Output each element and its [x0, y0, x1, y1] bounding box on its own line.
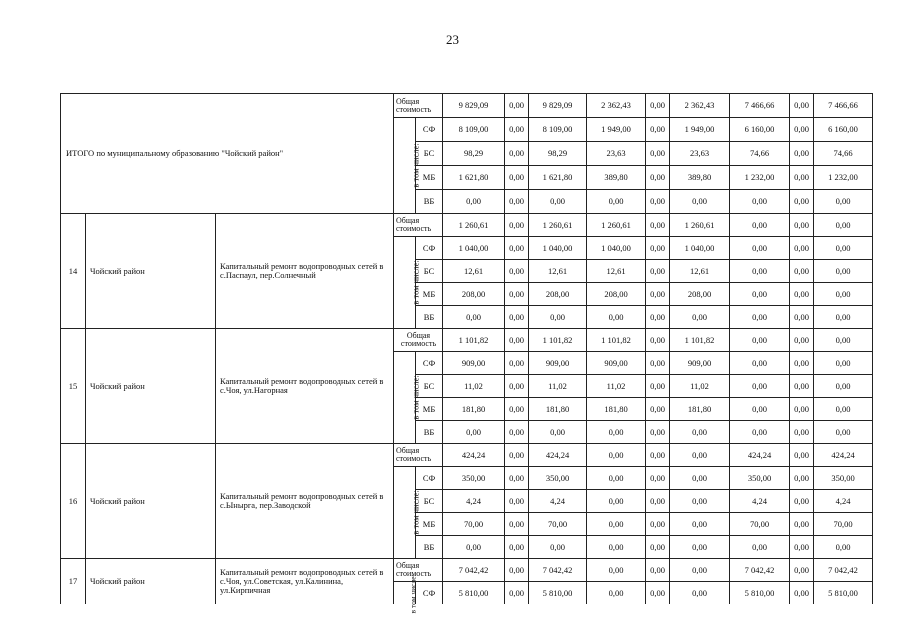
total-value-4: 1 949,00	[587, 118, 646, 142]
object-value-6: 0,00	[670, 444, 730, 467]
object-value-3: 424,24	[529, 444, 587, 467]
fund-type: БС	[416, 260, 443, 283]
object-value-5: 0,00	[646, 375, 670, 398]
object-value-3: 11,02	[529, 375, 587, 398]
total-cost-label: Общая стоимость	[394, 559, 443, 582]
object-value-1: 7 042,42	[443, 559, 505, 582]
total-cost-label: Общая стоимость	[394, 444, 443, 467]
object-description: Капитальный ремонт водопроводных сетей в с.Ынырга, пер.Заводской	[216, 444, 394, 559]
total-value-2: 0,00	[505, 94, 529, 118]
object-value-6: 0,00	[670, 536, 730, 559]
object-value-5: 0,00	[646, 329, 670, 352]
total-row	[61, 94, 873, 118]
object-value-7: 0,00	[730, 237, 790, 260]
total-value-9: 1 232,00	[814, 166, 873, 190]
object-value-4: 0,00	[587, 559, 646, 582]
total-value-3: 8 109,00	[529, 118, 587, 142]
total-value-6: 0,00	[670, 190, 730, 214]
object-value-7: 0,00	[730, 398, 790, 421]
object-value-5: 0,00	[646, 214, 670, 237]
total-value-1: 0,00	[443, 190, 505, 214]
total-value-5: 0,00	[646, 166, 670, 190]
total-value-6: 2 362,43	[670, 94, 730, 118]
object-value-3: 181,80	[529, 398, 587, 421]
object-value-2: 0,00	[505, 444, 529, 467]
object-value-6: 181,80	[670, 398, 730, 421]
object-value-2: 0,00	[505, 582, 529, 605]
object-value-4: 0,00	[587, 421, 646, 444]
object-value-2: 0,00	[505, 329, 529, 352]
object-district: Чойский район	[86, 444, 216, 559]
object-value-9: 424,24	[814, 444, 873, 467]
object-value-4: 0,00	[587, 513, 646, 536]
object-value-9: 5 810,00	[814, 582, 873, 605]
object-value-7: 0,00	[730, 214, 790, 237]
object-value-3: 5 810,00	[529, 582, 587, 605]
in-that-number-label	[394, 467, 421, 559]
object-value-1: 70,00	[443, 513, 505, 536]
object-value-9: 0,00	[814, 214, 873, 237]
table-row	[61, 329, 873, 352]
object-value-7: 0,00	[730, 352, 790, 375]
total-value-8: 0,00	[790, 118, 814, 142]
object-value-2: 0,00	[505, 237, 529, 260]
in-that-number-text: в том числе:	[410, 490, 421, 535]
in-that-number-label	[394, 573, 418, 614]
in-that-number-text: в том числе:	[410, 375, 421, 420]
total-value-5: 0,00	[646, 190, 670, 214]
in-that-number-text: в том числе:	[410, 143, 421, 188]
object-value-3: 1 260,61	[529, 214, 587, 237]
object-value-5: 0,00	[646, 490, 670, 513]
object-value-1: 12,61	[443, 260, 505, 283]
object-value-7: 70,00	[730, 513, 790, 536]
object-district: Чойский район	[86, 214, 216, 329]
fund-type: БС	[416, 375, 443, 398]
object-value-3: 909,00	[529, 352, 587, 375]
object-value-2: 0,00	[505, 352, 529, 375]
object-value-6: 0,00	[670, 559, 730, 582]
total-value-3: 9 829,09	[529, 94, 587, 118]
object-value-8: 0,00	[790, 260, 814, 283]
total-value-1: 98,29	[443, 142, 505, 166]
object-value-4: 11,02	[587, 375, 646, 398]
total-value-8: 0,00	[790, 142, 814, 166]
object-value-5: 0,00	[646, 559, 670, 582]
object-value-9: 0,00	[814, 260, 873, 283]
object-value-2: 0,00	[505, 375, 529, 398]
fund-type: МБ	[416, 283, 443, 306]
fund-type: БС	[416, 142, 443, 166]
object-value-4: 1 101,82	[587, 329, 646, 352]
in-that-number-label	[394, 118, 421, 214]
object-value-8: 0,00	[790, 352, 814, 375]
object-value-8: 0,00	[790, 490, 814, 513]
object-value-3: 12,61	[529, 260, 587, 283]
in-that-number-text: в том числе:	[408, 573, 418, 614]
object-value-6: 909,00	[670, 352, 730, 375]
fund-type: БС	[416, 490, 443, 513]
object-value-2: 0,00	[505, 214, 529, 237]
fund-type: ВБ	[416, 421, 443, 444]
object-value-9: 0,00	[814, 283, 873, 306]
object-value-7: 0,00	[730, 329, 790, 352]
total-value-2: 0,00	[505, 166, 529, 190]
total-value-2: 0,00	[505, 190, 529, 214]
object-value-1: 208,00	[443, 283, 505, 306]
object-value-2: 0,00	[505, 421, 529, 444]
total-value-2: 0,00	[505, 118, 529, 142]
object-value-3: 4,24	[529, 490, 587, 513]
object-value-4: 1 260,61	[587, 214, 646, 237]
object-value-5: 0,00	[646, 421, 670, 444]
page-number: 23	[446, 32, 459, 47]
object-value-1: 424,24	[443, 444, 505, 467]
object-value-9: 7 042,42	[814, 559, 873, 582]
total-value-9: 74,66	[814, 142, 873, 166]
object-value-4: 12,61	[587, 260, 646, 283]
object-value-4: 181,80	[587, 398, 646, 421]
object-value-6: 0,00	[670, 421, 730, 444]
total-value-7: 0,00	[730, 190, 790, 214]
object-value-3: 0,00	[529, 536, 587, 559]
object-value-8: 0,00	[790, 398, 814, 421]
object-value-3: 1 101,82	[529, 329, 587, 352]
object-value-4: 0,00	[587, 444, 646, 467]
object-value-7: 424,24	[730, 444, 790, 467]
fund-type: МБ	[416, 166, 443, 190]
object-value-8: 0,00	[790, 559, 814, 582]
object-value-2: 0,00	[505, 398, 529, 421]
object-value-8: 0,00	[790, 467, 814, 490]
object-value-1: 181,80	[443, 398, 505, 421]
object-description: Капитальный ремонт водопроводных сетей в с.Чоя, ул.Советская, ул.Калинина, ул.Кирпичная	[216, 559, 394, 605]
total-value-3: 98,29	[529, 142, 587, 166]
object-value-9: 0,00	[814, 352, 873, 375]
object-value-6: 0,00	[670, 513, 730, 536]
object-value-9: 0,00	[814, 375, 873, 398]
object-value-2: 0,00	[505, 559, 529, 582]
object-description: Капитальный ремонт водопроводных сетей в с.Чоя, ул.Нагорная	[216, 329, 394, 444]
in-that-number-text: в том числе:	[410, 260, 421, 305]
object-value-2: 0,00	[505, 490, 529, 513]
object-value-4: 0,00	[587, 490, 646, 513]
object-value-5: 0,00	[646, 444, 670, 467]
object-value-9: 350,00	[814, 467, 873, 490]
total-value-8: 0,00	[790, 94, 814, 118]
total-value-1: 1 621,80	[443, 166, 505, 190]
object-value-7: 0,00	[730, 283, 790, 306]
total-value-4: 2 362,43	[587, 94, 646, 118]
object-value-2: 0,00	[505, 306, 529, 329]
total-value-4: 23,63	[587, 142, 646, 166]
object-value-1: 1 040,00	[443, 237, 505, 260]
object-value-8: 0,00	[790, 329, 814, 352]
object-value-3: 1 040,00	[529, 237, 587, 260]
total-value-7: 1 232,00	[730, 166, 790, 190]
object-description: Капитальный ремонт водопроводных сетей в с.Паспаул, пер.Солнечный	[216, 214, 394, 329]
object-value-6: 0,00	[670, 490, 730, 513]
fund-type: МБ	[416, 513, 443, 536]
object-value-6: 0,00	[670, 582, 730, 605]
total-value-4: 389,80	[587, 166, 646, 190]
object-value-1: 1 260,61	[443, 214, 505, 237]
object-value-5: 0,00	[646, 306, 670, 329]
object-value-3: 7 042,42	[529, 559, 587, 582]
object-value-3: 0,00	[529, 421, 587, 444]
fund-type: СФ	[416, 582, 443, 605]
object-value-1: 909,00	[443, 352, 505, 375]
object-value-1: 0,00	[443, 536, 505, 559]
table-row	[61, 559, 873, 582]
object-value-8: 0,00	[790, 421, 814, 444]
object-value-2: 0,00	[505, 283, 529, 306]
object-value-2: 0,00	[505, 467, 529, 490]
fund-type: ВБ	[416, 536, 443, 559]
object-value-3: 350,00	[529, 467, 587, 490]
total-value-3: 0,00	[529, 190, 587, 214]
total-cost-label: Общая стоимость	[394, 214, 443, 237]
object-value-7: 7 042,42	[730, 559, 790, 582]
object-value-5: 0,00	[646, 536, 670, 559]
total-value-7: 74,66	[730, 142, 790, 166]
object-value-8: 0,00	[790, 375, 814, 398]
object-value-1: 350,00	[443, 467, 505, 490]
fund-type: ВБ	[416, 190, 443, 214]
fund-type: МБ	[416, 398, 443, 421]
fund-type: СФ	[416, 467, 443, 490]
object-value-7: 350,00	[730, 467, 790, 490]
object-value-4: 0,00	[587, 582, 646, 605]
object-value-9: 0,00	[814, 237, 873, 260]
object-value-9: 0,00	[814, 398, 873, 421]
object-value-9: 0,00	[814, 329, 873, 352]
object-value-6: 1 260,61	[670, 214, 730, 237]
total-value-5: 0,00	[646, 142, 670, 166]
object-value-5: 0,00	[646, 237, 670, 260]
object-value-1: 5 810,00	[443, 582, 505, 605]
total-value-6: 1 949,00	[670, 118, 730, 142]
object-value-1: 0,00	[443, 306, 505, 329]
total-value-5: 0,00	[646, 94, 670, 118]
object-value-4: 0,00	[587, 467, 646, 490]
table-row	[61, 444, 873, 467]
object-value-7: 4,24	[730, 490, 790, 513]
object-district: Чойский район	[86, 329, 216, 444]
table-row	[61, 214, 873, 237]
fund-type: СФ	[416, 118, 443, 142]
object-value-9: 70,00	[814, 513, 873, 536]
object-value-7: 0,00	[730, 536, 790, 559]
fund-type: СФ	[416, 352, 443, 375]
object-district: Чойский район	[86, 559, 216, 605]
total-cost-label: Общая стоимость	[394, 94, 443, 118]
total-value-7: 6 160,00	[730, 118, 790, 142]
object-value-5: 0,00	[646, 352, 670, 375]
object-value-4: 1 040,00	[587, 237, 646, 260]
object-value-5: 0,00	[646, 398, 670, 421]
object-value-6: 0,00	[670, 306, 730, 329]
total-value-7: 7 466,66	[730, 94, 790, 118]
object-value-8: 0,00	[790, 536, 814, 559]
object-value-7: 5 810,00	[730, 582, 790, 605]
object-value-2: 0,00	[505, 536, 529, 559]
object-number: 15	[61, 329, 86, 444]
object-value-4: 208,00	[587, 283, 646, 306]
total-value-9: 7 466,66	[814, 94, 873, 118]
object-value-7: 0,00	[730, 375, 790, 398]
object-value-5: 0,00	[646, 513, 670, 536]
total-value-6: 23,63	[670, 142, 730, 166]
object-value-9: 4,24	[814, 490, 873, 513]
object-value-4: 0,00	[587, 536, 646, 559]
object-value-7: 0,00	[730, 260, 790, 283]
object-value-6: 11,02	[670, 375, 730, 398]
total-value-1: 9 829,09	[443, 94, 505, 118]
fund-type: СФ	[416, 237, 443, 260]
object-number: 17	[61, 559, 86, 605]
object-value-8: 0,00	[790, 214, 814, 237]
object-value-2: 0,00	[505, 513, 529, 536]
object-value-8: 0,00	[790, 283, 814, 306]
object-value-6: 1 040,00	[670, 237, 730, 260]
object-value-8: 0,00	[790, 306, 814, 329]
object-value-5: 0,00	[646, 467, 670, 490]
object-value-7: 0,00	[730, 421, 790, 444]
object-value-7: 0,00	[730, 306, 790, 329]
object-value-9: 0,00	[814, 306, 873, 329]
object-value-3: 70,00	[529, 513, 587, 536]
object-value-6: 0,00	[670, 467, 730, 490]
total-value-9: 0,00	[814, 190, 873, 214]
object-value-8: 0,00	[790, 513, 814, 536]
total-value-8: 0,00	[790, 166, 814, 190]
object-value-8: 0,00	[790, 237, 814, 260]
total-label: ИТОГО по муниципальному образованию "Чойский район"	[61, 94, 394, 214]
total-value-9: 6 160,00	[814, 118, 873, 142]
total-value-6: 389,80	[670, 166, 730, 190]
total-value-4: 0,00	[587, 190, 646, 214]
object-value-5: 0,00	[646, 260, 670, 283]
object-value-8: 0,00	[790, 582, 814, 605]
total-value-5: 0,00	[646, 118, 670, 142]
fund-type: ВБ	[416, 306, 443, 329]
object-value-6: 1 101,82	[670, 329, 730, 352]
in-that-number-label	[394, 352, 421, 444]
object-value-1: 11,02	[443, 375, 505, 398]
object-number: 16	[61, 444, 86, 559]
object-value-9: 0,00	[814, 536, 873, 559]
object-value-1: 4,24	[443, 490, 505, 513]
object-value-1: 1 101,82	[443, 329, 505, 352]
object-value-6: 12,61	[670, 260, 730, 283]
in-that-number-label	[394, 237, 421, 329]
object-value-9: 0,00	[814, 421, 873, 444]
object-value-8: 0,00	[790, 444, 814, 467]
object-value-4: 0,00	[587, 306, 646, 329]
object-value-3: 208,00	[529, 283, 587, 306]
object-value-2: 0,00	[505, 260, 529, 283]
financing-table	[60, 93, 873, 614]
object-number: 14	[61, 214, 86, 329]
total-value-1: 8 109,00	[443, 118, 505, 142]
total-cost-label: Общая стоимость	[394, 329, 443, 352]
object-value-6: 208,00	[670, 283, 730, 306]
total-value-8: 0,00	[790, 190, 814, 214]
total-value-3: 1 621,80	[529, 166, 587, 190]
object-value-5: 0,00	[646, 582, 670, 605]
object-value-4: 909,00	[587, 352, 646, 375]
object-value-3: 0,00	[529, 306, 587, 329]
object-value-5: 0,00	[646, 283, 670, 306]
total-value-2: 0,00	[505, 142, 529, 166]
object-value-1: 0,00	[443, 421, 505, 444]
